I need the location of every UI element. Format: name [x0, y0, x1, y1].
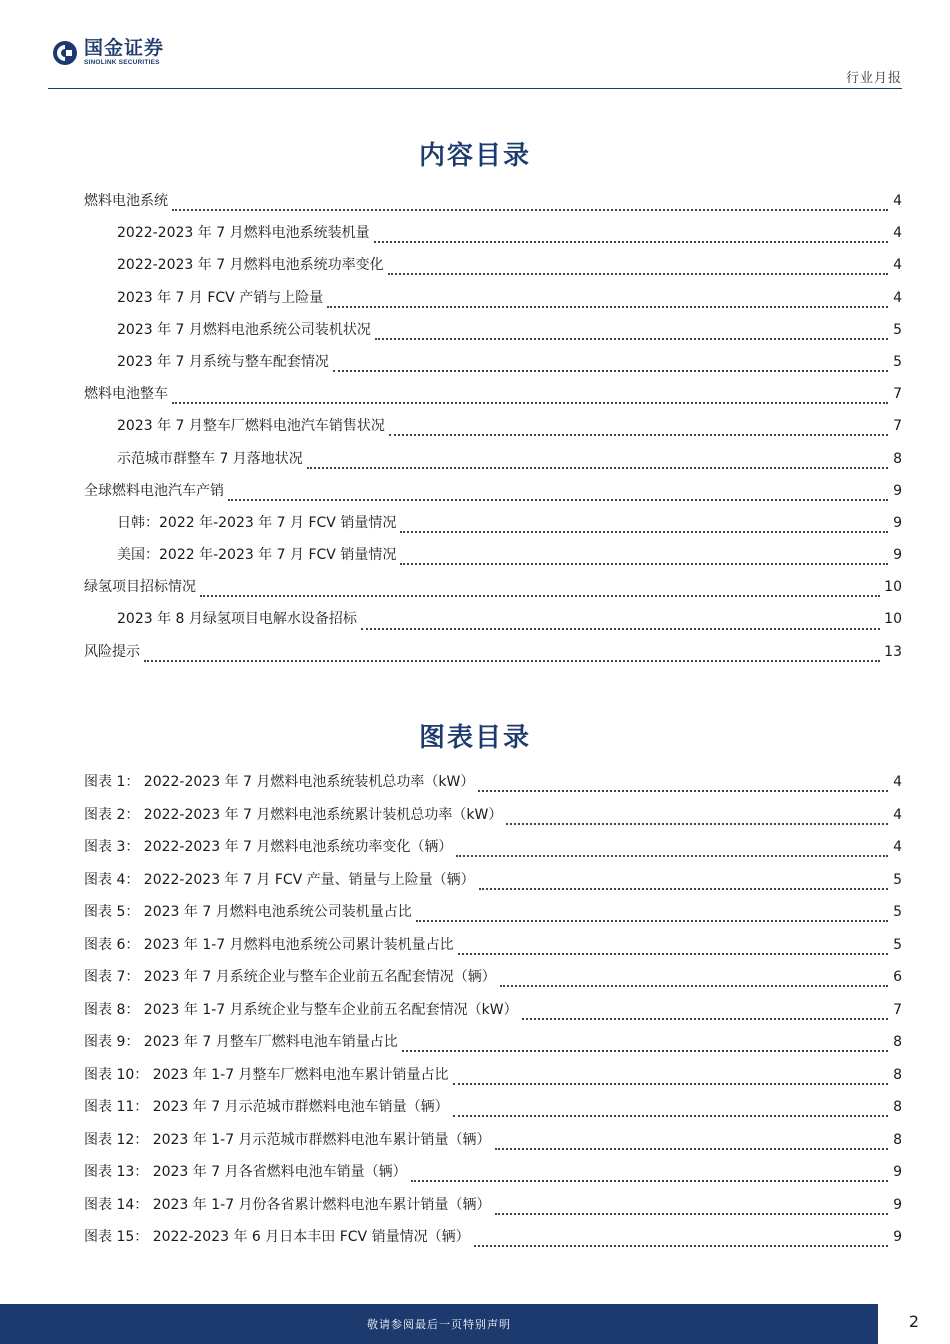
dot-leader	[228, 499, 888, 501]
contents-title: 内容目录	[418, 141, 531, 171]
entry-page-number: 4	[893, 225, 902, 242]
entry-label: 美国：2022 年-2023 年 7 月 FCV 销量情况	[117, 547, 397, 564]
dot-leader	[327, 306, 888, 308]
entry-label: 2023 年 7 月 FCV 产销与上险量	[117, 289, 324, 306]
entry-page-number: 4	[893, 257, 902, 274]
entry-page-number: 9	[893, 514, 902, 531]
figure-entry[interactable]	[84, 999, 902, 1032]
dot-leader	[307, 467, 888, 469]
entry-page-number: 8	[893, 1066, 902, 1083]
dot-leader	[374, 241, 888, 243]
toc-entry[interactable]	[84, 254, 902, 286]
toc-entry[interactable]	[84, 608, 902, 640]
figure-entry[interactable]	[84, 1129, 902, 1162]
figures-title: 图表目录	[418, 723, 531, 753]
entry-label: 图表 11： 2023 年 7 月示范城市群燃料电池车销量（辆）	[84, 1099, 449, 1115]
dot-leader	[411, 1180, 888, 1182]
dot-leader	[506, 823, 888, 825]
entry-label: 图表 5： 2023 年 7 月燃料电池系统公司装机量占比	[84, 904, 412, 920]
entry-label: 图表 1： 2022-2023 年 7 月燃料电池系统装机总功率（kW）	[84, 774, 475, 790]
dot-leader	[172, 209, 888, 211]
toc-entry[interactable]	[84, 480, 902, 512]
entry-page-number: 7	[893, 1001, 902, 1018]
entry-page-number: 4	[893, 774, 902, 790]
entry-label: 图表 8： 2023 年 1-7 月系统企业与整车企业前五名配套情况（kW）	[84, 1001, 518, 1018]
figure-entry[interactable]	[84, 1226, 902, 1259]
entry-page-number: 4	[893, 806, 902, 823]
entry-label: 风险提示	[84, 643, 140, 660]
entry-page-number: 4	[893, 289, 902, 306]
entry-label: 图表 4： 2022-2023 年 7 月 FCV 产量、销量与上险量（辆）	[84, 871, 475, 888]
dot-leader	[478, 790, 888, 792]
entry-label: 图表 15： 2022-2023 年 6 月日本丰田 FCV 销量情况（辆）	[84, 1229, 470, 1245]
dot-leader	[400, 531, 888, 533]
dot-leader	[456, 855, 888, 857]
entry-label: 日韩：2022 年-2023 年 7 月 FCV 销量情况	[117, 514, 397, 531]
entry-label: 图表 12： 2023 年 1-7 月示范城市群燃料电池车累计销量（辆）	[84, 1131, 491, 1148]
page-number: 2	[908, 1312, 920, 1331]
figure-entry[interactable]	[84, 1031, 902, 1064]
entry-page-number: 8	[893, 1099, 902, 1115]
table-of-contents	[84, 190, 902, 673]
toc-entry[interactable]	[84, 448, 902, 480]
entry-page-number: 10	[884, 611, 902, 628]
dot-leader	[333, 370, 888, 372]
dot-leader	[375, 338, 888, 340]
dot-leader	[453, 1083, 888, 1085]
page-footer	[0, 1304, 950, 1344]
entry-page-number: 5	[893, 904, 902, 920]
toc-entry[interactable]	[84, 222, 902, 254]
figure-entry[interactable]	[84, 1194, 902, 1227]
entry-page-number: 9	[893, 1164, 902, 1180]
entry-label: 图表 13： 2023 年 7 月各省燃料电池车销量（辆）	[84, 1164, 407, 1180]
dot-leader	[416, 920, 888, 922]
entry-page-number: 8	[893, 1131, 902, 1148]
footer-disclaimer: 敬请参阅最后一页特别声明	[367, 1318, 511, 1331]
dot-leader	[402, 1050, 888, 1052]
toc-entry[interactable]	[84, 544, 902, 576]
sinolink-logo	[52, 38, 164, 67]
entry-page-number: 5	[893, 353, 902, 370]
toc-entry[interactable]	[84, 190, 902, 222]
entry-page-number: 9	[893, 1229, 902, 1245]
dot-leader	[144, 660, 880, 662]
header-divider	[48, 88, 902, 89]
sinolink-logo-icon	[52, 40, 78, 66]
entry-label: 燃料电池整车	[84, 386, 168, 403]
toc-entry[interactable]	[84, 383, 902, 415]
entry-label: 图表 7： 2023 年 7 月系统企业与整车企业前五名配套情况（辆）	[84, 969, 496, 985]
toc-entry[interactable]	[84, 287, 902, 319]
entry-label: 燃料电池系统	[84, 193, 168, 209]
entry-page-number: 5	[893, 871, 902, 888]
figure-entry[interactable]	[84, 901, 902, 934]
entry-label: 2023 年 7 月燃料电池系统公司装机状况	[117, 321, 371, 338]
entry-label: 图表 10： 2023 年 1-7 月整车厂燃料电池车累计销量占比	[84, 1066, 449, 1083]
toc-entry[interactable]	[84, 351, 902, 383]
toc-entry[interactable]	[84, 512, 902, 544]
entry-page-number: 4	[893, 193, 902, 209]
figure-entry[interactable]	[84, 1096, 902, 1129]
figure-entry[interactable]	[84, 966, 902, 999]
figure-entry[interactable]	[84, 804, 902, 837]
entry-page-number: 7	[893, 418, 902, 435]
dot-leader	[500, 985, 888, 987]
dot-leader	[479, 888, 888, 890]
entry-label: 示范城市群整车 7 月落地状况	[117, 450, 303, 467]
entry-label: 图表 3： 2022-2023 年 7 月燃料电池系统功率变化（辆）	[84, 839, 453, 855]
toc-entry[interactable]	[84, 576, 902, 608]
entry-label: 2022-2023 年 7 月燃料电池系统功率变化	[117, 257, 384, 274]
entry-label: 图表 9： 2023 年 7 月整车厂燃料电池车销量占比	[84, 1034, 398, 1050]
entry-label: 绿氢项目招标情况	[84, 579, 196, 596]
figure-entry[interactable]	[84, 1161, 902, 1194]
entry-label: 2022-2023 年 7 月燃料电池系统装机量	[117, 225, 370, 242]
figure-entry[interactable]	[84, 869, 902, 902]
figure-entry[interactable]	[84, 1064, 902, 1097]
entry-label: 2023 年 7 月整车厂燃料电池汽车销售状况	[117, 418, 385, 435]
entry-page-number: 8	[893, 1034, 902, 1050]
entry-label: 2023 年 7 月系统与整车配套情况	[117, 353, 329, 370]
entry-page-number: 9	[893, 482, 902, 499]
toc-entry[interactable]	[84, 319, 902, 351]
entry-page-number: 5	[893, 321, 902, 338]
entry-label: 图表 2： 2022-2023 年 7 月燃料电池系统累计装机总功率（kW）	[84, 806, 503, 823]
entry-page-number: 13	[884, 643, 902, 660]
dot-leader	[453, 1115, 888, 1117]
figure-entry[interactable]	[84, 836, 902, 869]
dot-leader	[200, 595, 880, 597]
dot-leader	[400, 563, 888, 565]
entry-label: 图表 14： 2023 年 1-7 月份各省累计燃料电池车累计销量（辆）	[84, 1196, 491, 1213]
dot-leader	[522, 1018, 888, 1020]
dot-leader	[458, 953, 888, 955]
entry-page-number: 4	[893, 839, 902, 855]
entry-label: 全球燃料电池汽车产销	[84, 482, 224, 499]
dot-leader	[361, 628, 880, 630]
report-type: 行业月报	[845, 71, 902, 86]
entry-page-number: 7	[893, 386, 902, 403]
entry-label: 图表 6： 2023 年 1-7 月燃料电池系统公司累计装机量占比	[84, 936, 454, 953]
dot-leader	[474, 1245, 888, 1247]
logo-english-name: SINOLINK SECURITIES	[84, 59, 160, 66]
dot-leader	[389, 434, 888, 436]
list-of-figures	[84, 771, 902, 1259]
figure-entry[interactable]	[84, 934, 902, 967]
figure-entry[interactable]	[84, 771, 902, 804]
page-header	[0, 0, 950, 90]
dot-leader	[495, 1148, 888, 1150]
entry-page-number: 9	[893, 547, 902, 564]
entry-label: 2023 年 8 月绿氢项目电解水设备招标	[117, 611, 357, 628]
dot-leader	[388, 273, 888, 275]
logo-chinese-name: 国金证券	[84, 37, 165, 59]
entry-page-number: 6	[893, 969, 902, 985]
entry-page-number: 5	[893, 936, 902, 953]
entry-page-number: 8	[893, 450, 902, 467]
dot-leader	[495, 1213, 888, 1215]
entry-page-number: 9	[893, 1196, 902, 1213]
entry-page-number: 10	[884, 579, 902, 596]
dot-leader	[172, 402, 888, 404]
toc-entry[interactable]	[84, 415, 902, 447]
toc-entry[interactable]	[84, 641, 902, 673]
